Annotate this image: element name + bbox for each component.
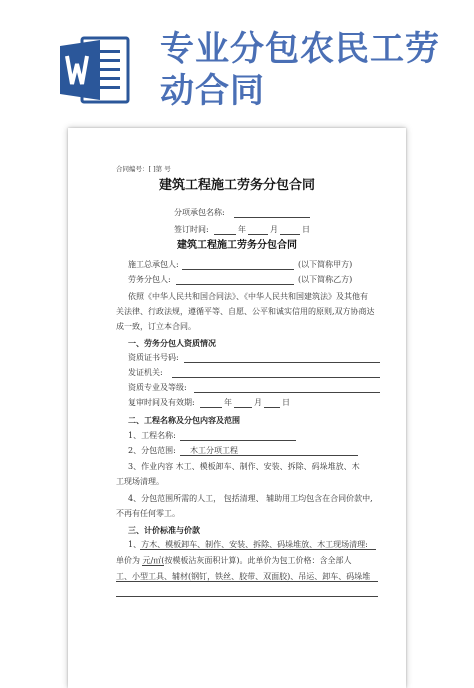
document-subtitle: 建筑工程施工劳务分包合同 — [177, 240, 297, 251]
party-a-note: (以下简称甲方) — [298, 260, 353, 269]
price-line-1: 1、方木、模板卸车、制作、安装、拆除、码垛堆放、木工现场清理: — [128, 540, 368, 549]
issuer-blank — [172, 377, 380, 378]
document-title: 建筑工程施工劳务分包合同 — [158, 178, 315, 193]
party-b-label: 劳务分包人: — [128, 275, 171, 284]
party-b-note: (以下简称乙方) — [298, 275, 353, 284]
subcontract-name-label: 分项承包名称: — [174, 208, 225, 217]
sign-month: 月 — [270, 225, 278, 234]
grade-blank — [194, 392, 380, 393]
continuation-underline — [116, 596, 378, 597]
review-year: 年 — [224, 398, 232, 407]
document-page — [68, 128, 406, 688]
cert-label: 资质证书号码: — [128, 353, 179, 362]
subcontract-name-blank — [234, 217, 310, 218]
section-2-heading: 二、工程名称及分包内容及范围 — [128, 415, 240, 425]
sign-day-blank — [280, 234, 300, 235]
contract-number: 合同编号：[ ]第 号 — [116, 165, 171, 173]
unit-price-blank — [142, 565, 164, 566]
review-label: 复审时间及有效期: — [128, 398, 195, 407]
party-a-blank — [182, 269, 294, 270]
party-b-blank — [176, 284, 294, 285]
sign-year: 年 — [238, 225, 246, 234]
issuer-label: 发证机关: — [128, 368, 163, 377]
header-title: 专业分包农民工劳动合同 — [160, 29, 440, 111]
item-4-line-1: 4、分包范围所需的人工， 包括清理、 辅助用工均包含在合同价款中, — [128, 494, 373, 503]
word-document-icon — [60, 36, 132, 104]
intro-line-2: 关法律、行政法规，遵循平等、自愿、公平和诚实信用的原则,双方协商达 — [116, 307, 375, 316]
review-year-blank — [200, 407, 222, 408]
item-1-label: 1、工程名称: — [128, 431, 176, 440]
intro-line-1: 依照《中华人民共和国合同法》、《中华人民共和国建筑法》及其他有 — [128, 292, 368, 301]
review-day: 日 — [282, 398, 290, 407]
item-2-label: 2、分包范围: — [128, 446, 176, 455]
sign-time-label: 签订时间: — [174, 225, 209, 234]
section-1-heading: 一、劳务分包人资质情况 — [128, 338, 216, 348]
review-day-blank — [264, 407, 280, 408]
item-3-line-2: 工现场清理。 — [116, 477, 164, 486]
price-line-3: 工、小型工具、辅材(钢钉，铁丝、胶带、双面胶)、吊运、卸车、码垛堆 — [116, 572, 371, 581]
sign-day: 日 — [302, 225, 310, 234]
price-line-2: 单价为 元/㎡(按模板沾灰面积计算)。此单价为包工价格：含全部人 — [116, 556, 352, 565]
review-month: 月 — [254, 398, 262, 407]
cert-blank — [184, 362, 380, 363]
grade-label: 资质专业及等级: — [128, 383, 187, 392]
sign-year-blank — [214, 234, 236, 235]
item-3-line-1: 3、作业内容 木工、模板卸车、制作、安装、拆除、码垛堆放、木 — [128, 462, 360, 471]
item-4-line-2: 不再有任何零工。 — [116, 509, 180, 518]
promo-header — [0, 0, 474, 128]
party-a-label: 施工总承包人: — [128, 260, 179, 269]
section-3-heading: 三、计价标准与价款 — [128, 525, 200, 535]
item-2-value: 木工分项工程 — [190, 446, 238, 455]
sign-month-blank — [248, 234, 268, 235]
intro-line-3: 成一致，订立本合同。 — [116, 322, 196, 331]
item-1-blank — [180, 440, 296, 441]
review-month-blank — [234, 407, 252, 408]
price-line-1-underline — [140, 549, 376, 550]
price-line-3-underline — [116, 581, 378, 582]
item-2-underline — [180, 455, 358, 456]
